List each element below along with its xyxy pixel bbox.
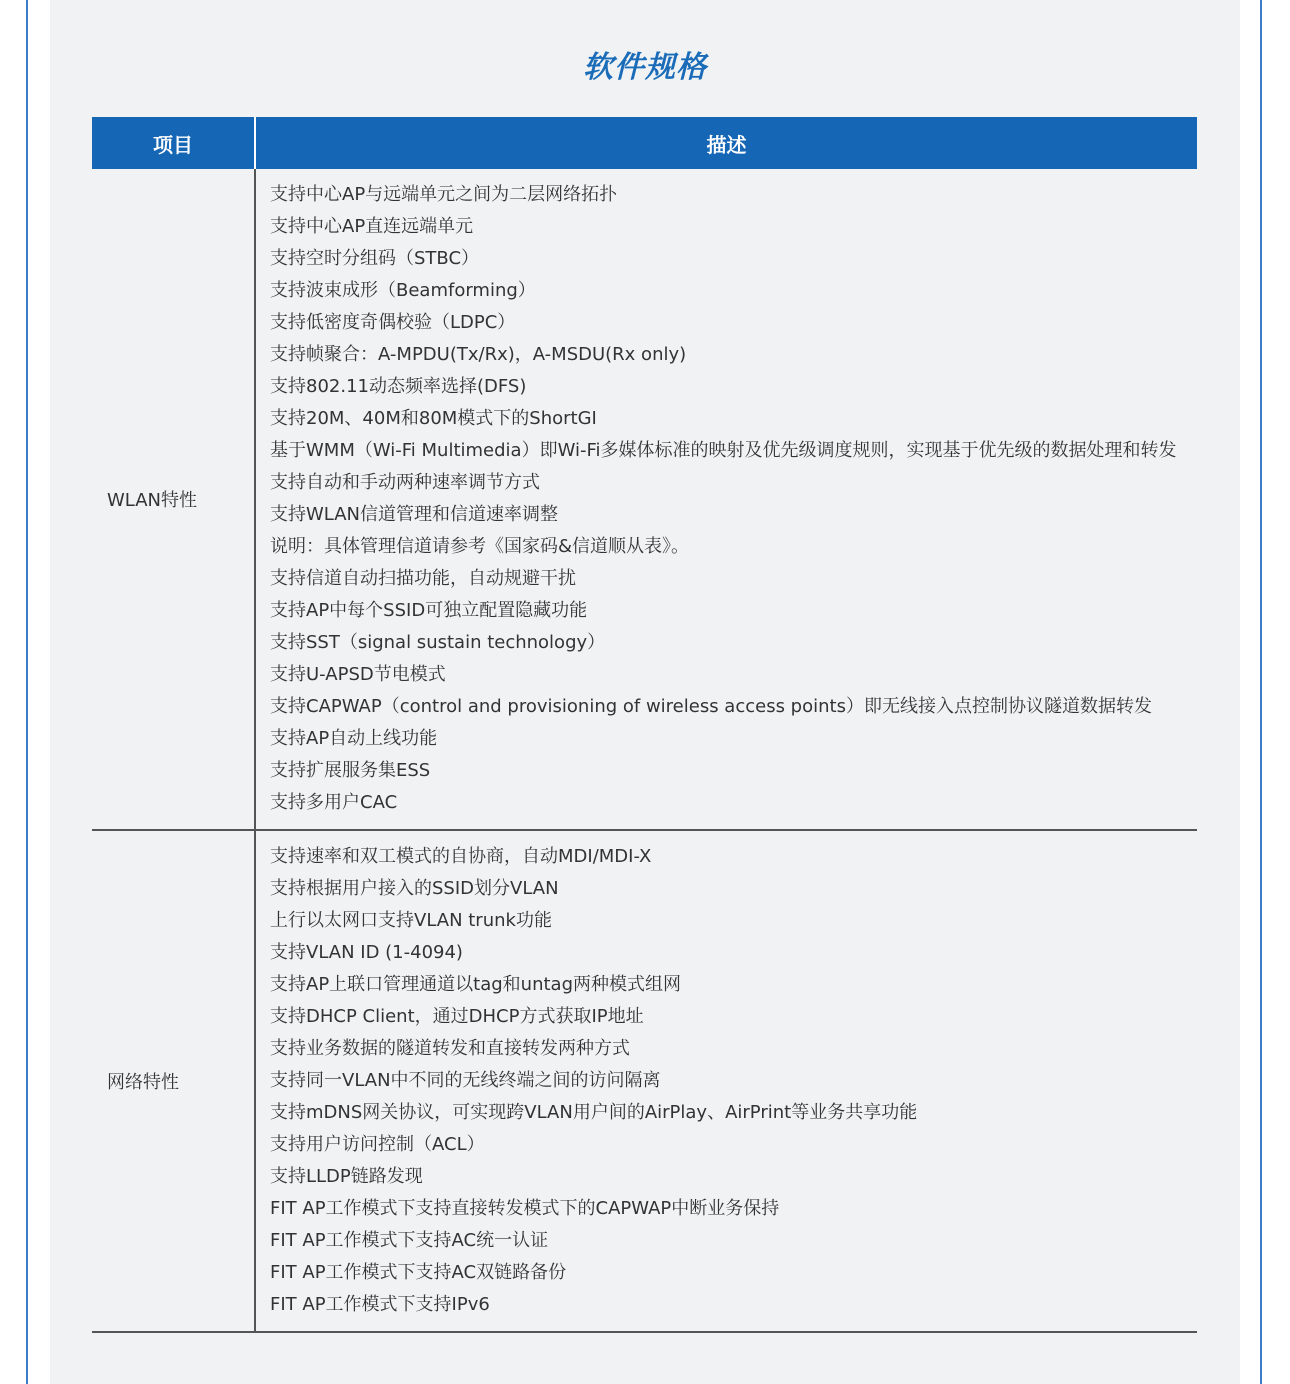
frame-border-left (26, 0, 28, 1384)
description-line: 支持速率和双工模式的自协商，自动MDI/MDI-X (270, 846, 652, 867)
description-line: 支持U-APSD节电模式 (270, 664, 446, 685)
description-line: 支持CAPWAP（control and provisioning of wireless access points）即无线接入点控制协议隧道数据转发 (270, 696, 1152, 717)
description-line: 支持AP上联口管理通道以tag和untag两种模式组网 (270, 974, 682, 995)
description-line: 支持中心AP与远端单元之间为二层网络拓扑 (270, 184, 618, 205)
description-line: 支持SST（signal sustain technology） (270, 632, 606, 653)
description-line: 支持信道自动扫描功能，自动规避干扰 (270, 568, 576, 589)
header-description: 描述 (255, 117, 1197, 169)
description-list (270, 169, 1197, 829)
description-line: 支持多用户CAC (270, 792, 398, 813)
frame-border-right (1260, 0, 1262, 1384)
description-cell (255, 830, 1197, 1332)
description-line: 支持波束成形（Beamforming） (270, 280, 536, 301)
description-line: 支持根据用户接入的SSID划分VLAN (270, 878, 559, 899)
description-line: FIT AP工作模式下支持AC统一认证 (270, 1230, 549, 1251)
spec-table (92, 117, 1197, 1333)
description-line: 支持VLAN ID (1-4094) (270, 942, 463, 963)
description-line: 支持自动和手动两种速率调节方式 (270, 472, 540, 493)
description-line: 支持业务数据的隧道转发和直接转发两种方式 (270, 1038, 630, 1059)
description-line: 支持LLDP链路发现 (270, 1166, 423, 1187)
description-line: 支持扩展服务集ESS (270, 760, 431, 781)
description-line: 支持中心AP直连远端单元 (270, 216, 474, 237)
description-line: 说明：具体管理信道请参考《国家码&信道顺从表》。 (270, 536, 690, 557)
description-line: 上行以太网口支持VLAN trunk功能 (270, 910, 552, 931)
item-cell: 网络特性 (92, 830, 255, 1332)
description-line: 支持20M、40M和80M模式下的ShortGI (270, 408, 597, 429)
description-line: 支持mDNS网关协议，可实现跨VLAN用户间的AirPlay、AirPrint等业务共享功能 (270, 1102, 918, 1123)
description-line: 支持用户访问控制（ACL） (270, 1134, 485, 1155)
description-line: 支持同一VLAN中不同的无线终端之间的访问隔离 (270, 1070, 661, 1091)
description-line: 支持帧聚合：A-MPDU(Tx/Rx)，A-MSDU(Rx only) (270, 344, 687, 365)
description-line: 支持低密度奇偶校验（LDPC） (270, 312, 516, 333)
table-header-row (92, 117, 1197, 169)
description-line: 基于WMM（Wi-Fi Multimedia）即Wi-Fi多媒体标准的映射及优先级调度规则，实现基于优先级的数据处理和转发 (270, 440, 1177, 461)
description-list (270, 831, 1197, 1331)
description-line: 支持DHCP Client，通过DHCP方式获取IP地址 (270, 1006, 644, 1027)
header-item: 项目 (92, 117, 255, 169)
table-body (92, 169, 1197, 1332)
table-row (92, 169, 1197, 830)
description-line: 支持WLAN信道管理和信道速率调整 (270, 504, 559, 525)
description-line: FIT AP工作模式下支持IPv6 (270, 1294, 490, 1315)
page-title: 软件规格 (583, 50, 707, 85)
description-line: 支持空时分组码（STBC） (270, 248, 480, 269)
description-line: 支持802.11动态频率选择(DFS) (270, 376, 527, 397)
description-line: FIT AP工作模式下支持AC双链路备份 (270, 1262, 567, 1283)
description-line: 支持AP自动上线功能 (270, 728, 438, 749)
description-line: 支持AP中每个SSID可独立配置隐藏功能 (270, 600, 588, 621)
item-cell: WLAN特性 (92, 169, 255, 830)
description-line: FIT AP工作模式下支持直接转发模式下的CAPWAP中断业务保持 (270, 1198, 780, 1219)
table-row (92, 830, 1197, 1332)
description-cell (255, 169, 1197, 830)
